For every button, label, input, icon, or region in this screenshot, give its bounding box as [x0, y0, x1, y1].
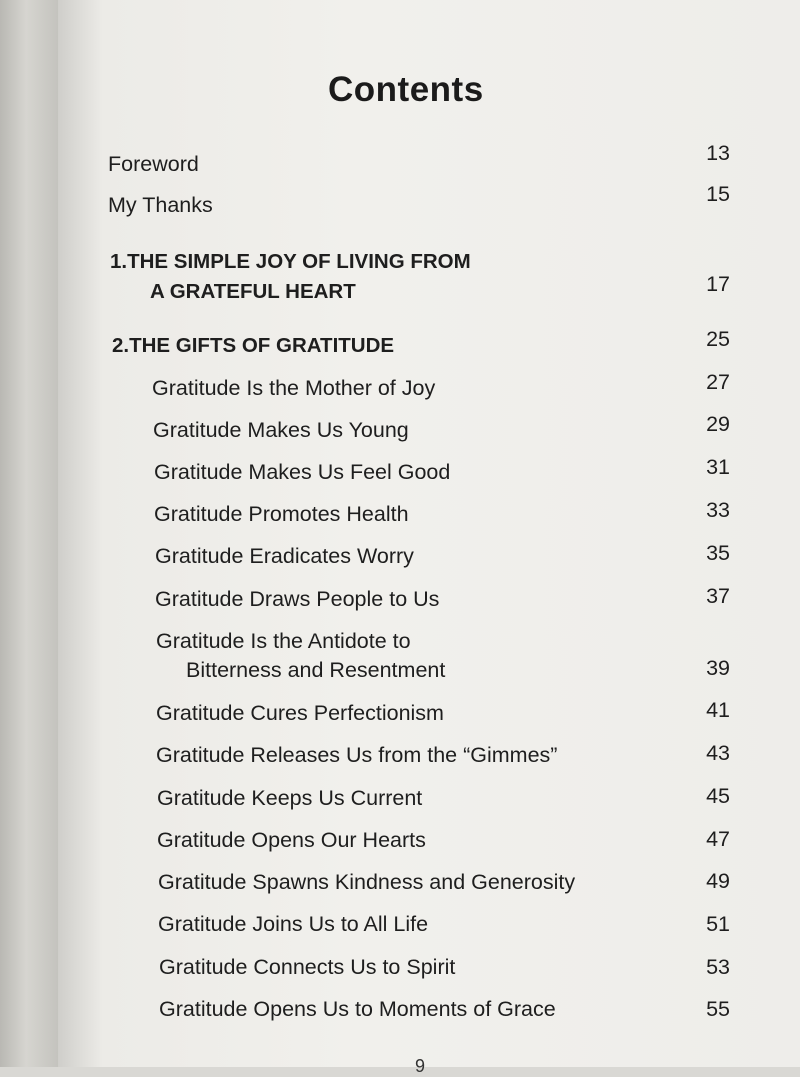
- toc-entry-line2: Bitterness and Resentment: [186, 658, 446, 682]
- toc-entry-foreword: Foreword: [108, 152, 199, 176]
- toc-entry: Gratitude Eradicates Worry: [155, 544, 414, 568]
- toc-entry: Gratitude Spawns Kindness and Generosity: [158, 870, 576, 894]
- toc-page: 31: [706, 455, 730, 479]
- toc-page: 55: [706, 997, 730, 1021]
- toc-entry: Gratitude Makes Us Young: [153, 418, 409, 442]
- toc-page: 35: [706, 541, 730, 565]
- toc-page: 43: [706, 741, 730, 765]
- toc-entry: Gratitude Draws People to Us: [155, 587, 440, 611]
- toc-page: 49: [706, 869, 730, 893]
- toc-page: 29: [706, 412, 730, 436]
- toc-page: 47: [706, 827, 730, 851]
- toc-entry-my-thanks: My Thanks: [108, 193, 213, 217]
- toc-entry: Gratitude Releases Us from the “Gimmes”: [156, 743, 558, 767]
- toc-page: 39: [706, 656, 730, 680]
- toc-entry: Gratitude Makes Us Feel Good: [154, 460, 451, 484]
- toc-page: 37: [706, 584, 730, 608]
- toc-chapter-1-line1: 1.THE SIMPLE JOY OF LIVING FROM: [110, 250, 471, 273]
- toc-page: 33: [706, 498, 730, 522]
- toc-entry: Gratitude Connects Us to Spirit: [159, 955, 456, 979]
- toc-page-my-thanks: 15: [706, 182, 730, 206]
- toc-entry: Gratitude Promotes Health: [154, 502, 409, 526]
- toc-page-chapter-1: 17: [706, 272, 730, 296]
- toc-page: 27: [706, 370, 730, 394]
- toc-page-foreword: 13: [706, 141, 730, 165]
- page-number: 9: [415, 1056, 426, 1076]
- toc-chapter-2: 2.THE GIFTS OF GRATITUDE: [112, 334, 395, 357]
- toc-entry: Gratitude Is the Mother of Joy: [152, 376, 436, 400]
- toc-entry-line1: Gratitude Is the Antidote to: [156, 629, 411, 653]
- toc-entry: Gratitude Opens Us to Moments of Grace: [159, 997, 556, 1021]
- toc-page-chapter-2: 25: [706, 327, 730, 351]
- toc-page: 53: [706, 955, 730, 979]
- toc-entry: Gratitude Keeps Us Current: [157, 786, 423, 810]
- toc-chapter-1-line2: A GRATEFUL HEART: [150, 280, 356, 303]
- page-title: Contents: [328, 70, 484, 109]
- toc-entry: Gratitude Joins Us to All Life: [158, 912, 429, 936]
- toc-page: 41: [706, 698, 730, 722]
- book-spine-shadow: [0, 0, 58, 1067]
- toc-page: 45: [706, 784, 730, 808]
- toc-entry: Gratitude Opens Our Hearts: [157, 828, 426, 852]
- toc-page: 51: [706, 912, 730, 936]
- toc-entry: Gratitude Cures Perfectionism: [156, 701, 444, 725]
